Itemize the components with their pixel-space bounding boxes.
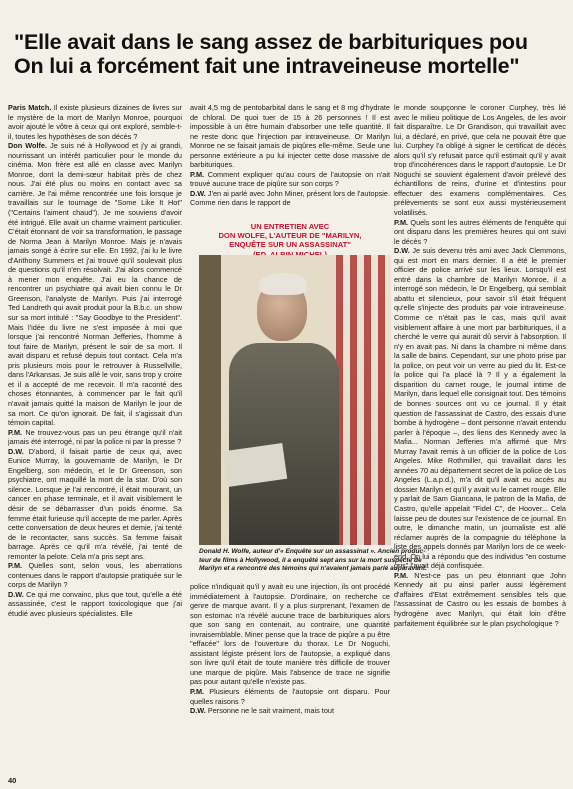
speaker-label: D.W.	[8, 589, 24, 599]
speaker-label: P.M.	[8, 561, 23, 571]
paragraph	[394, 218, 566, 247]
paragraph-text: Ce qui me convainc, plus que tout, qu'elle a été assassinée, c'est le rapport toxicologique que j'ai étudié avec plusieurs spécialistes. Elle	[8, 589, 182, 618]
speaker-label: D.W.	[190, 188, 206, 198]
headline-line-2: On lui a forcément fait une intraveineuse mortelle"	[14, 54, 520, 78]
column-2-bottom	[190, 582, 390, 768]
caption-line-3: Marilyn et a rencontré des témoins qui n'avaient jamais parlé auparavant.	[199, 565, 427, 573]
speaker-label: P.M.	[190, 687, 205, 697]
paragraph	[8, 141, 182, 427]
column-2-top	[190, 103, 390, 211]
paragraph	[8, 561, 182, 590]
speaker-label: Paris Match.	[8, 103, 52, 112]
paragraph	[8, 590, 182, 619]
paragraph-text: Je suis devenu très ami avec Jack Clemmons, qui est mort en mars dernier. Il a été le premier officier de police arrivé sur les lieux. Lorsqu'il est entré dans la chambre de Marilyn Monroe, il a interrogé son médecin, le Dr Engelberg, qui semblait abattu et silencieux, pour savoir s'il était fréquent qu'elle s'injecte des produits par voie intraveineuse. Comme ce n'était pas le cas, mais qu'il avait visiblement affaire à une mort par barbituriques, il a cherché le verre qui aurait dû servir à l'absorption. Il n'y en avait pas. Ni dans la chambre ni même dans la salle de bains. Cependant, sur une photo prise par la police, on peut voir un verre au pied du lit. Est-ce la police qui l'a placé là ? Il y a également la disparition du carnet rouge, le journal intime de Marilyn, dans lequel elle consignait tout. Des témoins de bonnes sources ont vu ce journal. Il y était question de l'assassinat de Castro, des essais d'une bombe à hydrogène – dont personne n'avait entendu parler à l'époque –, des liens des Kennedy avec la Mafia... Norman Jefferies m'a affirmé que Mrs Murray l'avait remis à un officier de la police de Los Angeles. Mike Rothmiller, qui travaillait dans les années 70 au département secret de la police de Los Angeles (L.a.p.d.), m'a dit qu'il avait eu accès au dossier Marilyn et qu'il y avait vu le carnet rouge. Elle y parlait de Sam Giancana, le patron de la Mafia, de Castro, qu'elle appelait "Fidel C", de Hoover... Cela laisse peu de doutes sur l'existence de ce journal. En outre, le dimanche matin, un journaliste est allé réclamer auprès de la compagnie du téléphone la liste des appels donnés par Marilyn lors de ce week-end. On lui a répondu que des individus "en costume gris" l'avait déjà confisquée.	[394, 246, 566, 571]
paragraph	[394, 103, 566, 218]
paragraph	[394, 246, 566, 571]
paragraph	[190, 582, 390, 687]
photo-man-body	[229, 343, 339, 545]
interview-inset	[195, 222, 385, 259]
paragraph-text: Il existe plusieurs dizaines de livres sur le mystère de la mort de Marilyn Monroe, pourquoi avoir ajouté le vôtre à ceux qui ont exploré, semble-t-il, toutes les hypothèses de son décès ?	[8, 103, 182, 141]
inset-line-3: ENQUÊTE SUR UN ASSASSINAT"	[229, 240, 351, 250]
speaker-label: P.M.	[394, 570, 409, 580]
photo-door-frame	[199, 255, 221, 545]
paragraph	[394, 571, 566, 628]
inset-line-1: UN ENTRETIEN AVEC	[250, 222, 330, 231]
paragraph-text: D'abord, il faisait partie de ceux qui, avec Eunice Murray, la gouvernante de Marilyn, le Dr Engelberg, son médecin, et le Dr Greenson, son psychiatre, ont maquillé la mort de la star. D'où son silence. Lorsque je l'ai rencontré, il était mourant, un cancer en phase terminale, et il avait visiblement le désir de se débarrasser d'un poids énorme. Sa femme était furieuse qu'il accepte de me parler. Après cette conversation de deux heures et demie, j'ai tenté de le recontacter, sans succès. Sa femme faisait barrage. Après ce qu'il m'a révélé, j'ai tenté de remonter la pelote. Cela m'a pris sept ans.	[8, 446, 182, 561]
paragraph	[8, 103, 182, 141]
speaker-label: Don Wolfe.	[8, 141, 48, 151]
speaker-label: D.W.	[190, 706, 206, 716]
caption-line-1: Donald H. Wolfe, auteur d'« Enquête sur un assassinat ». Ancien produc-	[199, 548, 426, 555]
inset-line-2: DON WOLFE, L'AUTEUR DE "MARILYN,	[218, 231, 362, 241]
paragraph	[190, 189, 390, 208]
headline-line-1: "Elle avait dans le sang assez de barbituriques pou	[14, 30, 528, 54]
photo-man-hair	[259, 273, 307, 295]
paragraph	[190, 706, 390, 716]
paragraph	[190, 687, 390, 706]
paragraph-text: Comment expliquer qu'au cours de l'autopsie on n'ait trouvé aucune trace de piqûre sur son corps ?	[190, 169, 390, 189]
paragraph-text: Plusieurs éléments de l'autopsie ont disparu. Pour quelles raisons ?	[190, 687, 390, 706]
paragraph-text: Je suis né à Hollywood et j'y ai grandi, nourrissant un intérêt particulier pour le monde du cinéma. Mon frère est allé en classe avec Marilyn Monroe, dont la demi-sœur habitait près de chez nous. J'ai été plus ou moins en contact avec sa carrière. Je l'ai même rencontrée une fois lorsque je travaillais sur le tournage de "Some Like It Hot" ("Certains l'aiment chaud"). Je me souviens d'avoir été intrigué. Elle avait un charme vraiment particulier. C'était étonnant de voir sa transformation, le passage de Norma Jean à Marilyn Monroe. Mais je n'avais jamais songé à écrire sur elle. En 1992, j'ai lu le livre d'Anthony Summers et j'ai trouvé qu'il soulevait plus de questions qu'il n'en résolvait. J'ai alors commencé à mener mon enquête. J'ai eu la chance de rencontrer un psychiatre qui avait bien connu le Dr Greenson, l'analyste de Marilyn. Puis j'ai interrogé Ted Landreth qui avait produit pour la B.b.c. un show sur sa mort intitulé : "Say Goodbye to the President". Mais l'idée du livre ne s'est imposée à moi que lorsque j'ai rencontré Norman Jefferies, l'homme à tout faire de Marilyn, présent le soir de sa mort. Il avait disparu et refusé depuis tout contact. Cela m'a pris plusieurs mois pour le retrouver à Russellville, dans l'Arkansas. Je suis allé le voir, sans trop y croire et il a accepté de me recevoir. Il m'a raconté des choses étonnantes, à commencer par le fait qu'il n'avait jamais quitté la maison de Marilyn le jour de sa mort. Ce qu'on ignorait. De fait, il s'agissait d'un témoin capital.	[8, 141, 182, 428]
paragraph-text: J'en ai parlé avec John Miner, présent lors de l'autopsie. Comme rien dans le rapport de	[190, 188, 390, 208]
column-1	[8, 103, 182, 768]
paragraph	[8, 428, 182, 447]
paragraph-text: Quelles sont, selon vous, les aberrations contenues dans le rapport d'autopsie pratiquée sur le corps de Marilyn ?	[8, 561, 182, 590]
speaker-label: P.M.	[8, 427, 23, 437]
photo-american-flag	[336, 255, 391, 545]
paragraph	[190, 170, 390, 189]
paragraph-text: le monde soupçonne le coroner Curphey, très lié avec le milieu politique de Los Angeles, de les avoir fait disparaître. Le Dr Grandison, qui travaillait avec lui, a déclaré, en privé, que cela ne pouvait être que lui. Curphey l'a obligé à signer le certificat de décès alors qu'il s'y refusait parce qu'il estimait qu'il y avait trop d'incohérences dans le rapport d'autopsie. Le Dr Noguchi se souvient également d'avoir prélevé des échantillons de reins, d'urine et d'intestins pour effectuer des examens complémentaires. Ces prélèvements se sont eux aussi mystérieusement volatilisés.	[394, 103, 566, 218]
paragraph-text: Ne trouvez-vous pas un peu étrange qu'il n'ait jamais été interrogé, ni par la police ni par la presse ?	[8, 427, 182, 447]
photo-caption	[199, 548, 427, 574]
paragraph	[190, 103, 390, 170]
speaker-label: P.M.	[394, 217, 409, 227]
author-photo	[199, 255, 391, 545]
speaker-label: D.W.	[8, 446, 24, 456]
speaker-label: P.M.	[190, 169, 205, 179]
paragraph	[8, 447, 182, 562]
paragraph-text: avait 4,5 mg de pentobarbital dans le sang et 8 mg d'hydrate de chloral. De quoi tuer de 15 à 26 personnes ! Il est impossible à un être humain d'absorber une telle quantité. Il ne reste donc que l'injection par intraveineuse. Or Marilyn Monroe ne se faisait jamais de piqûres elle-même. Seule une personne extérieure a pu lui injecter cette dose massive de barbituriques.	[190, 103, 390, 170]
paragraph-text: Quels sont les autres éléments de l'enquête qui ont disparu dans les premières heures qui ont suivi le décès ?	[394, 217, 566, 246]
paragraph-text: N'est-ce pas un peu étonnant que John Kennedy ait pu ainsi parler aussi légèrement d'affaires d'Etat extrêmement sensibles tels que l'assassinat de Castro ou les essais de bombes à hydrogène avec Marilyn, qui était loin d'être parfaitement équilibrée sur le plan psychologique ?	[394, 570, 566, 628]
paragraph-text: Personne ne le sait vraiment, mais tout	[205, 706, 334, 716]
speaker-label: D.W.	[394, 246, 410, 256]
column-3	[394, 103, 566, 768]
page-number: 40	[8, 776, 17, 785]
paragraph-text: police n'indiquait qu'il y avait eu une injection, ils ont procédé immédiatement à l'autopsie. D'ordinaire, on recherche ce genre de marque avant. Il y a plus surprenant, l'examen de son estomac n'a révélé aucune trace de barbituriques alors que son sang en contenait, au contraire, une quantité invraisemblable. Miner pense que la trace de piqûre a pu être "effacée" lors de l'ouverture du thorax. Le Dr Noguchi, assistant légiste présent lors de l'autopsie, a expliqué dans son livre qu'il était de toute manière très difficile de trouver une marque de piqûre. Mais l'absence de trace ne signifie pas pour autant qu'elle n'existe pas.	[190, 582, 390, 687]
caption-line-2: teur de films à Hollywood, il a enquêté sept ans sur la mort suspecte de	[199, 556, 422, 564]
headline	[14, 30, 570, 78]
